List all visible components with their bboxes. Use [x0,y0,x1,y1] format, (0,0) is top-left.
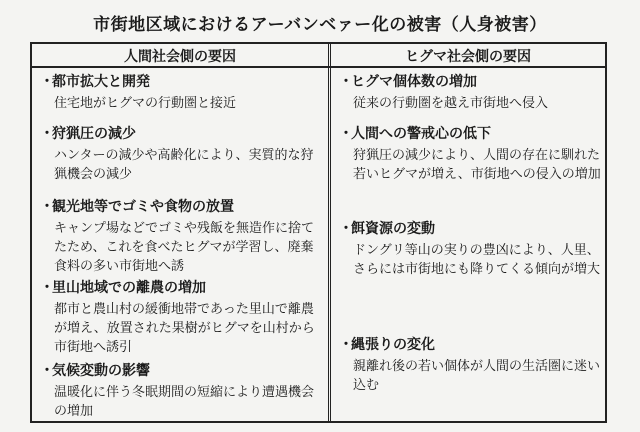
item-heading: 観光地等でゴミや食物の放置 [52,199,234,215]
bullet-icon: ・ [339,221,353,237]
item-heading: 気候変動の影響 [52,363,150,379]
bullet-icon: ・ [40,126,54,142]
list-item [339,125,601,184]
bullet-icon: ・ [339,126,353,142]
bullet-icon: ・ [40,74,54,90]
list-item [40,198,324,276]
table-header-row [32,44,605,68]
item-heading: 狩猟圧の減少 [52,126,136,142]
item-heading: 里山地域での離農の増加 [52,280,206,296]
bullet-icon: ・ [339,337,353,353]
item-description: ハンターの減少や高齢化により、実質的な狩猟機会の減少 [54,148,314,182]
factors-table [30,42,607,423]
bear-factors-header: ヒグマ社会側の要因 [405,49,531,65]
bullet-icon: ・ [40,280,54,296]
bullet-icon: ・ [40,199,54,215]
item-description: 狩猟圧の減少により、人間の存在に馴れた若いヒグマが増え、市街地への侵入の増加 [353,148,601,182]
column-divider [328,44,331,421]
item-description: 従来の行動圏を越え市街地へ侵入 [353,96,549,111]
list-item [40,73,324,113]
item-heading: 都市拡大と開発 [52,74,150,90]
list-item [339,220,601,279]
item-heading: 餌資源の変動 [351,221,435,237]
item-heading: 縄張りの変化 [351,337,435,353]
list-item [339,73,601,113]
list-item [339,336,601,395]
human-factors-header: 人間社会側の要因 [124,49,236,65]
item-description: 住宅地がヒグマの行動圏と接近 [54,96,237,111]
list-item [40,279,324,357]
list-item [40,125,324,184]
bullet-icon: ・ [40,363,54,379]
item-description: 温暖化に伴う冬眠期間の短縮により遭遇機会の増加 [54,385,315,419]
item-description: ドングリ等山の実りの豊凶により、人里、さらには市街地にも降りてくる傾向が増大 [353,243,601,277]
item-heading: 人間への警戒心の低下 [351,126,491,142]
list-item [40,362,324,421]
item-description: 親離れ後の若い個体が人間の生活圏に迷い込む [353,359,601,393]
item-heading: ヒグマ個体数の増加 [351,74,477,90]
page-title: 市街地区域におけるアーバンベァー化の被害（人身被害） [93,15,547,35]
bullet-icon: ・ [339,74,353,90]
item-description: キャンプ場などでゴミや残飯を無造作に捨てたため、これを食べたヒグマが学習し、廃棄食料の多い市街地へ誘 [54,221,315,274]
item-description: 都市と農山村の緩衝地帯であった里山で離農が増え、放置された果樹がヒグマを山村から市街地へ誘引 [54,302,315,355]
